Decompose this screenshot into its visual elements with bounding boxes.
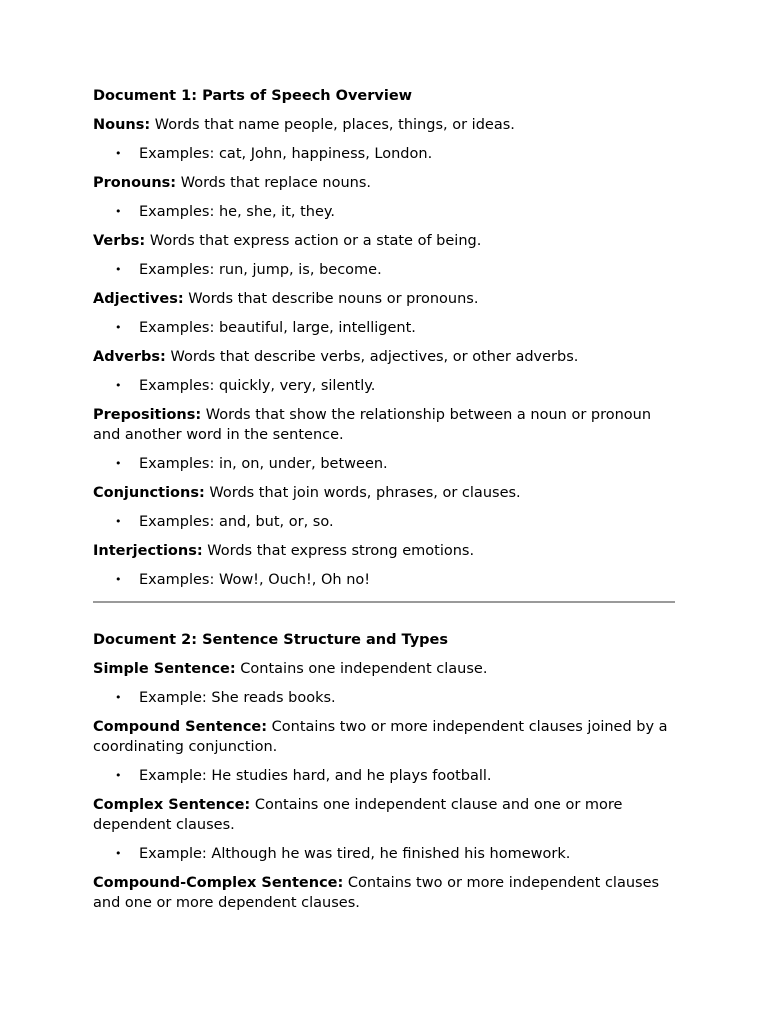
term-label: Complex Sentence: <box>93 797 251 813</box>
definition-paragraph <box>93 795 675 835</box>
term-label: Adjectives: <box>93 291 184 307</box>
term-definition: Words that express strong emotions. <box>202 543 475 559</box>
example-item: • Example: She reads books. <box>139 688 675 708</box>
example-list <box>93 376 675 396</box>
term-label: Verbs: <box>93 233 146 249</box>
term-label: Pronouns: <box>93 175 177 191</box>
document-title: Document 2: Sentence Structure and Types <box>93 632 448 648</box>
definition-paragraph <box>93 289 675 309</box>
example-list <box>93 260 675 280</box>
definition-paragraph <box>93 541 675 561</box>
example-item: • Examples: run, jump, is, become. <box>139 260 675 280</box>
term-definition: Words that express action or a state of being. <box>145 233 482 249</box>
term-label: Simple Sentence: <box>93 661 236 677</box>
term-label: Conjunctions: <box>93 485 205 501</box>
term-label: Prepositions: <box>93 407 202 423</box>
document-1 <box>93 86 675 590</box>
term-label: Compound Sentence: <box>93 719 268 735</box>
term-definition: Words that describe nouns or pronouns. <box>183 291 479 307</box>
example-list <box>93 570 675 590</box>
example-list <box>93 688 675 708</box>
example-item: • Examples: and, but, or, so. <box>139 512 675 532</box>
term-label: Adverbs: <box>93 349 166 365</box>
definition-paragraph <box>93 659 675 679</box>
definition-paragraph <box>93 483 675 503</box>
example-list <box>93 512 675 532</box>
example-item: • Example: Although he was tired, he finished his homework. <box>139 844 675 864</box>
example-list <box>93 454 675 474</box>
example-list <box>93 144 675 164</box>
term-definition: Contains one independent clause. <box>235 661 488 677</box>
term-definition: Contains two or more independent clauses and one or more dependent clauses. <box>93 875 660 911</box>
term-definition: Words that show the relationship between a noun or pronoun and another word in the sentence. <box>93 407 652 443</box>
term-definition: Words that replace nouns. <box>176 175 371 191</box>
term-label: Interjections: <box>93 543 203 559</box>
definition-paragraph <box>93 115 675 135</box>
term-definition: Contains two or more independent clauses joined by a coordinating conjunction. <box>93 719 668 755</box>
section-divider <box>93 601 675 603</box>
example-item: • Examples: quickly, very, silently. <box>139 376 675 396</box>
document-2 <box>93 630 675 913</box>
definition-paragraph <box>93 173 675 193</box>
document-title: Document 1: Parts of Speech Overview <box>93 88 413 104</box>
example-item: • Examples: Wow!, Ouch!, Oh no! <box>139 570 675 590</box>
example-item: • Examples: beautiful, large, intelligent. <box>139 318 675 338</box>
example-list <box>93 766 675 786</box>
term-label: Nouns: <box>93 117 151 133</box>
example-list <box>93 318 675 338</box>
definition-paragraph <box>93 347 675 367</box>
term-definition: Contains one independent clause and one or more dependent clauses. <box>93 797 623 833</box>
example-item: • Example: He studies hard, and he plays football. <box>139 766 675 786</box>
example-list <box>93 202 675 222</box>
example-list <box>93 844 675 864</box>
definition-paragraph <box>93 231 675 251</box>
term-definition: Words that name people, places, things, or ideas. <box>150 117 515 133</box>
definition-paragraph <box>93 405 675 445</box>
term-label: Compound-Complex Sentence: <box>93 875 344 891</box>
example-item: • Examples: he, she, it, they. <box>139 202 675 222</box>
example-item: • Examples: cat, John, happiness, London. <box>139 144 675 164</box>
definition-paragraph <box>93 873 675 913</box>
definition-paragraph <box>93 717 675 757</box>
term-definition: Words that join words, phrases, or clauses. <box>204 485 521 501</box>
term-definition: Words that describe verbs, adjectives, or other adverbs. <box>165 349 579 365</box>
example-item: • Examples: in, on, under, between. <box>139 454 675 474</box>
